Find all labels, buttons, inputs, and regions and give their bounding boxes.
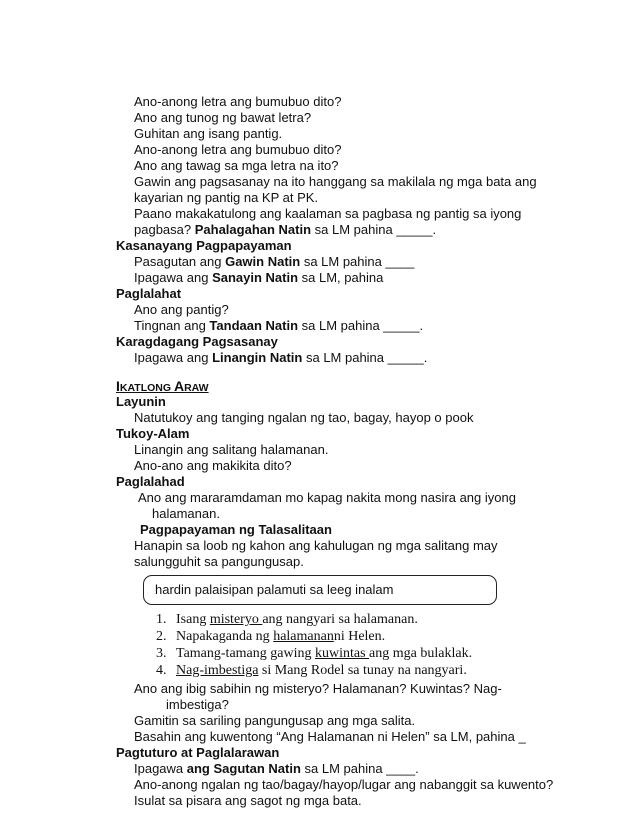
list-number: 3.	[156, 646, 167, 661]
text-run: Ipagawa ang	[134, 270, 213, 285]
underlined-word: misteryo	[209, 612, 263, 627]
underlined-word: halamanan	[273, 629, 334, 644]
text-line	[134, 222, 436, 238]
text-run: si Mang Rodel sa tunay na nangyari.	[258, 663, 467, 678]
text-line	[134, 270, 383, 286]
text-run: Pasagutan ang	[134, 254, 226, 269]
text-line: Natutukoy ang tanging ngalan ng tao, bagay, hayop o pook	[134, 410, 474, 425]
text-line: Isulat sa pisara ang sagot ng mga bata.	[134, 793, 362, 808]
text-run-bold: Gawin Natin	[225, 254, 301, 269]
list-number: 4.	[156, 663, 167, 678]
heading-letter: I	[116, 378, 120, 394]
text-run: sa LM pahina _____.	[298, 318, 424, 333]
text-run-bold: Pahalagahan Natin	[194, 222, 312, 237]
text-run: Ipagawa	[134, 761, 187, 776]
heading-letter: A	[173, 378, 185, 394]
section-heading: Kasanayang Pagpapayaman	[116, 238, 292, 253]
text-line	[134, 318, 423, 334]
text-run-bold: Tandaan Natin	[209, 318, 299, 333]
heading-smallcaps: RAW	[184, 382, 209, 394]
text-line: Gamitin sa sariling pangungusap ang mga salita.	[134, 713, 416, 728]
text-run: sa LM pahina ____	[300, 254, 415, 269]
text-line	[134, 761, 419, 777]
section-heading: Tukoy-Alam	[116, 426, 190, 441]
word-box-text: hardin palaisipan palamuti sa leeg inalam	[155, 582, 394, 597]
text-run: sa LM pahina ____.	[300, 761, 419, 776]
text-line	[134, 254, 414, 270]
text-run: Napakaganda ng	[176, 629, 274, 644]
text-line: Ano ang mararamdaman mo kapag nakita mong nasira ang iyong	[138, 490, 516, 505]
text-run: Ipagawa ang	[134, 350, 213, 365]
text-run-bold: ang Sagutan Natin	[186, 761, 301, 776]
section-heading: Pagtuturo at Paglalarawan	[116, 745, 280, 760]
text-line: kayarian ng pantig na KP at PK.	[134, 190, 319, 205]
text-run-bold: Linangin Natin	[212, 350, 303, 365]
text-line: Ano ang ibig sabihin ng misteryo? Halamanan? Kuwintas? Nag-	[134, 681, 502, 696]
text-run: pagbasa?	[134, 222, 195, 237]
text-run: ang nangyari sa halamanan.	[262, 612, 418, 627]
text-line: Ano ang tunog ng bawat letra?	[134, 110, 312, 125]
list-item	[176, 629, 385, 645]
text-run: ni Helen.	[333, 629, 386, 644]
text-line	[134, 350, 427, 366]
text-line: Paano makakatulong ang kaalaman sa pagbasa ng pantig sa iyong	[134, 206, 522, 221]
text-run: Isang	[176, 612, 210, 627]
text-line: Hanapin sa loob ng kahon ang kahulugan ng mga salitang may	[134, 538, 498, 553]
text-line: Linangin ang salitang halamanan.	[134, 442, 329, 457]
word-box	[143, 575, 497, 605]
text-run: sa LM, pahina	[298, 270, 384, 285]
list-item	[176, 646, 472, 662]
section-heading: Paglalahat	[116, 286, 182, 301]
heading-smallcaps: KATLONG	[119, 382, 174, 394]
text-line: Ano-anong letra ang bumubuo dito?	[134, 142, 342, 157]
section-heading: Pagpapayaman ng Talasalitaan	[140, 522, 332, 537]
text-run: sa LM pahina _____.	[311, 222, 437, 237]
text-line: Ano-ano ang makikita dito?	[134, 458, 292, 473]
text-run: Tamang-tamang gawing	[176, 646, 315, 661]
section-heading: Layunin	[116, 394, 166, 409]
text-line: Gawin ang pagsasanay na ito hanggang sa makilala ng mga bata ang	[134, 174, 537, 189]
text-line: halamanan.	[152, 506, 220, 521]
text-line: Ano ang pantig?	[134, 302, 229, 317]
list-number: 1.	[156, 612, 167, 627]
section-heading: Karagdagang Pagsasanay	[116, 334, 278, 349]
section-heading: Paglalahad	[116, 474, 185, 489]
text-line: Ano-anong ngalan ng tao/bagay/hayop/lugar ang nabanggit sa kuwento?	[134, 777, 554, 792]
text-run: ang mga bulaklak.	[369, 646, 473, 661]
text-line: salungguhit sa pangungusap.	[134, 554, 304, 569]
list-item	[176, 663, 467, 679]
list-item	[176, 612, 418, 628]
text-run-bold: Sanayin Natin	[212, 270, 299, 285]
underlined-word: Nag-imbestiga	[176, 663, 259, 678]
text-run: sa LM pahina _____.	[302, 350, 428, 365]
text-line: imbestiga?	[166, 697, 229, 712]
text-run: Tingnan ang	[134, 318, 210, 333]
text-line: Ano-anong letra ang bumubuo dito?	[134, 94, 342, 109]
text-line: Ano ang tawag sa mga letra na ito?	[134, 158, 339, 173]
text-line: Guhitan ang isang pantig.	[134, 126, 283, 141]
text-line: Basahin ang kuwentong “Ang Halamanan ni Helen” sa LM, pahina _	[134, 729, 526, 744]
underlined-word: kuwintas	[314, 646, 370, 661]
list-number: 2.	[156, 629, 167, 644]
